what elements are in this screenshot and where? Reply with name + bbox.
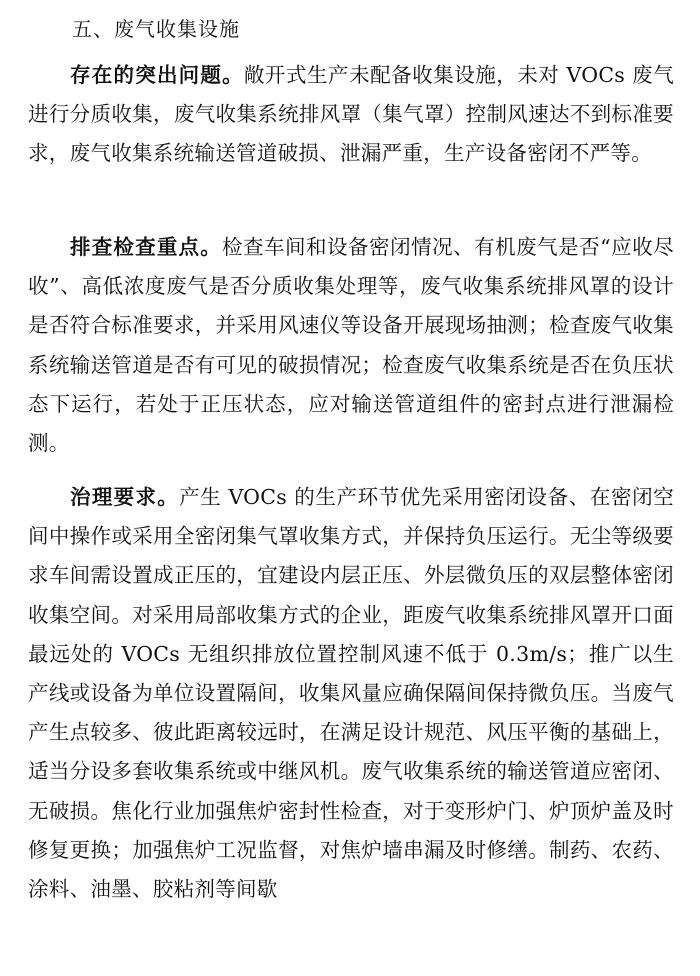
paragraph-lead: 治理要求。 <box>70 485 180 509</box>
paragraph-inspection-focus <box>28 228 674 463</box>
paragraph-lead: 排查检查重点。 <box>70 235 222 259</box>
paragraph-body: 敞开式生产未配备收集设施，未对 VOCs 废气进行分质收集，废气收集系统排风罩（集气罩）控制风速达不到标准要求，废气收集系统输送管道破损、泄漏严重，生产设备密闭不严等。 <box>28 63 675 166</box>
section-heading: 五、废气收集设施 <box>72 17 240 41</box>
paragraph-governance-requirements <box>28 478 674 909</box>
paragraph-body: 检查车间和设备密闭情况、有机废气是否“应收尽收”、高低浓度废气是否分质收集处理等，废气收集系统排风罩的设计是否符合标准要求，并采用风速仪等设备开展现场抽测；检查废气收集系统输送管道是否有可见的破损情况；检查废气收集系统是否在负压状态下运行，若处于正压状态，应对输送管道组件的密封点进行泄漏检测。 <box>28 235 674 456</box>
paragraph-prominent-issues <box>28 56 674 174</box>
paragraph-body: 产生 VOCs 的生产环节优先采用密闭设备、在密闭空间中操作或采用全密闭集气罩收集方式，并保持负压运行。无尘等级要求车间需设置成正压的，宜建设内层正压、外层微负压的双层整体密闭收集空间。对采用局部收集方式的企业，距废气收集系统排风罩开口面最远处的 VOCs 无组织排放位置控制风速不低于 0.3m/s；推广以生产线或设备为单位设置隔间，收集风量应确保隔间保持微负压。当废气产生点较多、彼此距离较远时，在满足设计规范、风压平衡的基础上，适当分设多套收集系统或中继风机。废气收集系统的输送管道应密闭、无破损。焦化行业加强焦炉密封性检查，对于变形炉门、炉顶炉盖及时修复更换；加强焦炉工况监督，对焦炉墙串漏及时修缮。制药、农药、涂料、油墨、胶粘剂等间歇 <box>28 485 674 902</box>
paragraph-lead: 存在的突出问题。 <box>70 63 244 87</box>
